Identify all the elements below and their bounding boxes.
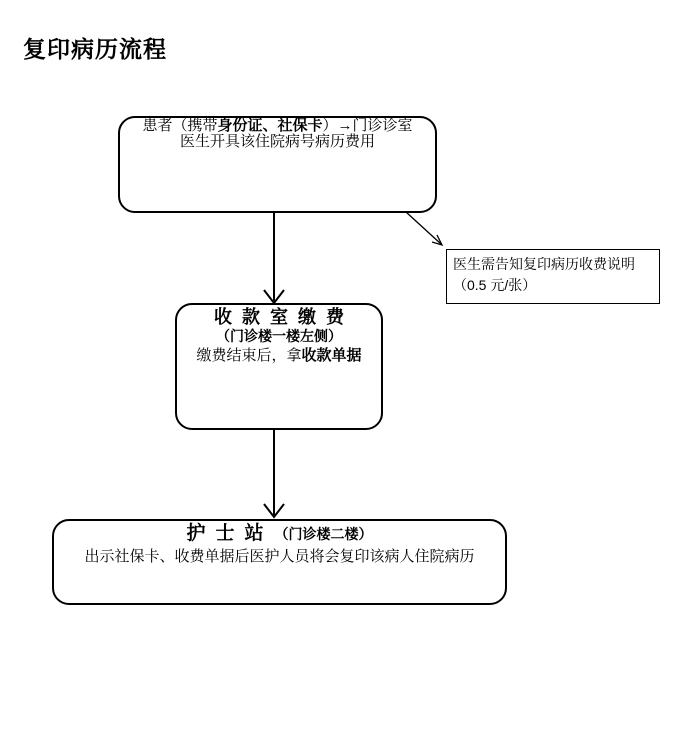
step1-line1-prefix: 患者（携带 (142, 118, 218, 134)
step1-line1-suffix: ）→门诊诊室 (322, 118, 413, 134)
step3-title: 护士站 (186, 523, 274, 544)
step3-title-row (54, 521, 505, 548)
arrow-step1-to-step2 (264, 213, 284, 303)
note-box (446, 249, 660, 304)
note-line2: （0.5 元/张） (453, 277, 537, 293)
step2-line (177, 347, 381, 365)
step2-line-bold: 收款单据 (301, 348, 362, 364)
step1-box (118, 116, 437, 213)
step2-line-prefix: 缴费结束后，拿 (196, 348, 302, 364)
step1-line1-bold: 身份证、社保卡 (217, 118, 323, 134)
step1-line2: 医生开具该住院病号病历费用 (179, 134, 375, 150)
step3-box (52, 519, 507, 605)
step3-subtitle: （门诊楼二楼） (274, 528, 373, 543)
note-line1: 医生需告知复印病历收费说明 (453, 256, 635, 272)
arrow-step1-to-note (406, 212, 442, 245)
step2-box (175, 303, 383, 430)
step2-subtitle: （门诊楼一楼左侧） (216, 330, 342, 345)
page-title: 复印病历流程 (23, 37, 167, 62)
step1-line1 (120, 118, 435, 134)
arrow-step2-to-step3 (264, 430, 284, 517)
step3-line: 出示社保卡、收费单据后医护人员将会复印该病人住院病历 (84, 549, 475, 565)
step2-title: 收款室缴费 (214, 307, 354, 327)
